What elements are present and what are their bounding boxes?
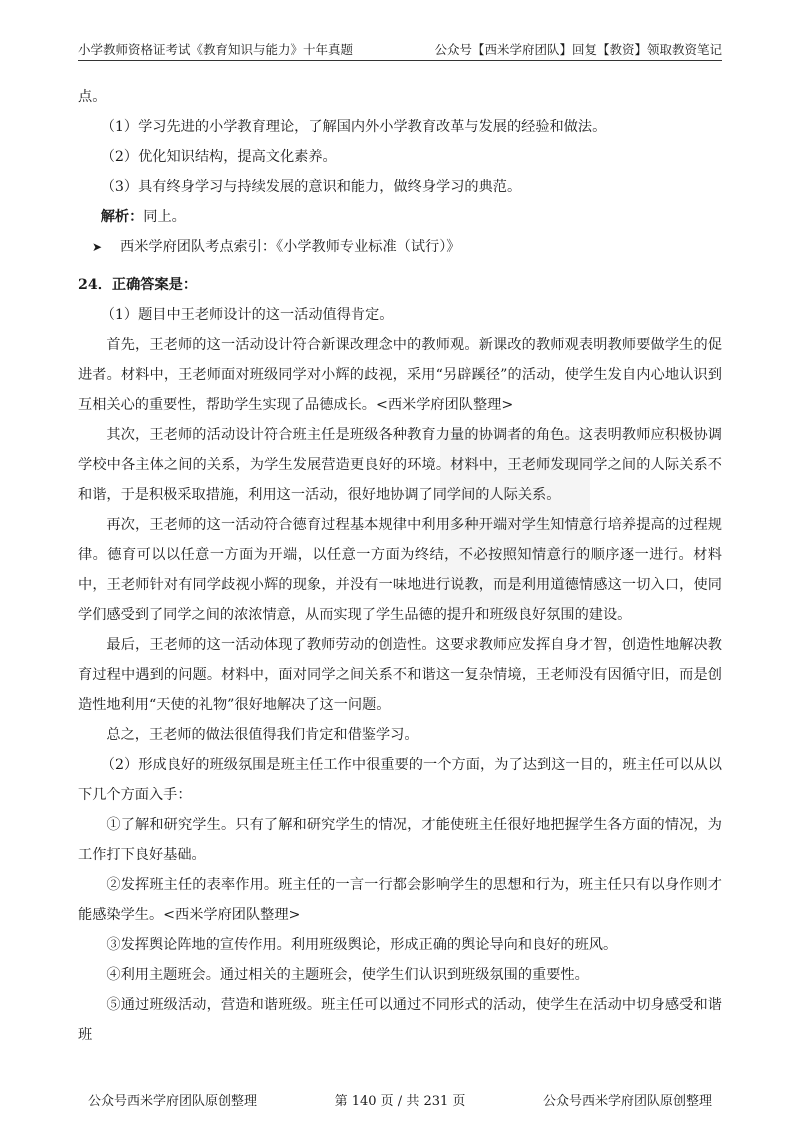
list-item: （1）学习先进的小学教育理论，了解国内外小学教育改革与发展的经验和做法。 (100, 119, 607, 135)
paragraph: 最后，王老师的这一活动体现了教师劳动的创造性。这要求教师应发挥自身才智，创造性地解决教育过程中遇到的问题。材料中，面对同学之间关系不和谐这一复杂情境，王老师没有因循守旧，而是创造性地利用“天使的礼物”很好地解决了这一问题。 (78, 637, 722, 713)
paragraph: ③发挥舆论阵地的宣传作用。利用班级舆论，形成正确的舆论导向和良好的班风。 (106, 937, 618, 953)
question-heading: 24．正确答案是： (78, 277, 198, 293)
list-item: （2）优化知识结构，提高文化素养。 (100, 149, 337, 165)
paragraph: 总之，王老师的做法很值得我们肯定和借鉴学习。 (106, 727, 419, 743)
paragraph: 再次，王老师的这一活动符合德育过程基本规律中利用多种开端对学生知情意行培养提高的过程规律。德育可以以任意一方面为开端，以任意一方面为终结，不必按照知情意行的顺序逐一进行。材料中，王老师针对有同学歧视小辉的现象，并没有一味地进行说教，而是利用道德情感这一切入口，使同学们感受到了同学之间的浓浓情意，从而实现了学生品德的提升和班级良好氛围的建设。 (78, 517, 722, 623)
footer-left: 公众号西米学府团队原创整理 (88, 1094, 258, 1109)
page-header (78, 34, 722, 61)
paragraph: ⑤通过班级活动，营造和谐班级。班主任可以通过不同形式的活动，使学生在活动中切身感受和谐班 (78, 997, 722, 1043)
page-footer (88, 1090, 712, 1112)
paragraph: ①了解和研究学生。只有了解和研究学生的情况，才能使班主任很好地把握学生各方面的情况，为工作打下良好基础。 (78, 817, 722, 863)
index-line (92, 232, 722, 262)
page-body (78, 82, 722, 1052)
analysis-line (78, 202, 722, 232)
analysis-text: 同上。 (143, 209, 186, 225)
continuation-text: 点。 (78, 89, 107, 105)
arrow-bullet-icon: ➤ (92, 240, 103, 254)
paragraph: 其次，王老师的活动设计符合班主任是班级各种教育力量的协调者的角色。这表明教师应积极协调学校中各主体之间的关系，为学生发展营造更良好的环境。材料中，王老师发现同学之间的人际关系不和谐，于是积极采取措施，利用这一活动，很好地协调了同学间的人际关系。 (78, 427, 722, 503)
paragraph: ④利用主题班会。通过相关的主题班会，使学生们认识到班级氛围的重要性。 (106, 967, 589, 983)
paragraph: （2）形成良好的班级氛围是班主任工作中很重要的一个方面，为了达到这一目的，班主任可以从以下几个方面入手： (78, 757, 722, 803)
footer-right: 公众号西米学府团队原创整理 (542, 1094, 712, 1109)
paragraph: ②发挥班主任的表率作用。班主任的一言一行都会影响学生的思想和行为，班主任只有以身作则才能感染学生。<西米学府团队整理> (78, 877, 722, 923)
index-text: 西米学府团队考点索引：《小学教师专业标准（试行）》 (120, 239, 461, 255)
header-right: 公众号【西米学府团队】回复【教资】领取教资笔记 (434, 42, 722, 57)
paragraph: （1）题目中王老师设计的这一活动值得肯定。 (100, 307, 394, 323)
analysis-label: 解析： (100, 209, 144, 225)
list-item: （3）具有终身学习与持续发展的意识和能力，做终身学习的典范。 (100, 179, 522, 195)
header-left: 小学教师资格证考试《教育知识与能力》十年真题 (78, 42, 354, 57)
paragraph: 首先，王老师的这一活动设计符合新课改理念中的教师观。新课改的教师观表明教师要做学生的促进者。材料中，王老师面对班级同学对小辉的歧视，采用“另辟蹊径”的活动，使学生发自内心地认识到互相关心的重要性，帮助学生实现了品德成长。<西米学府团队整理> (78, 337, 722, 413)
page-number: 第 140 页 / 共 231 页 (334, 1094, 466, 1109)
